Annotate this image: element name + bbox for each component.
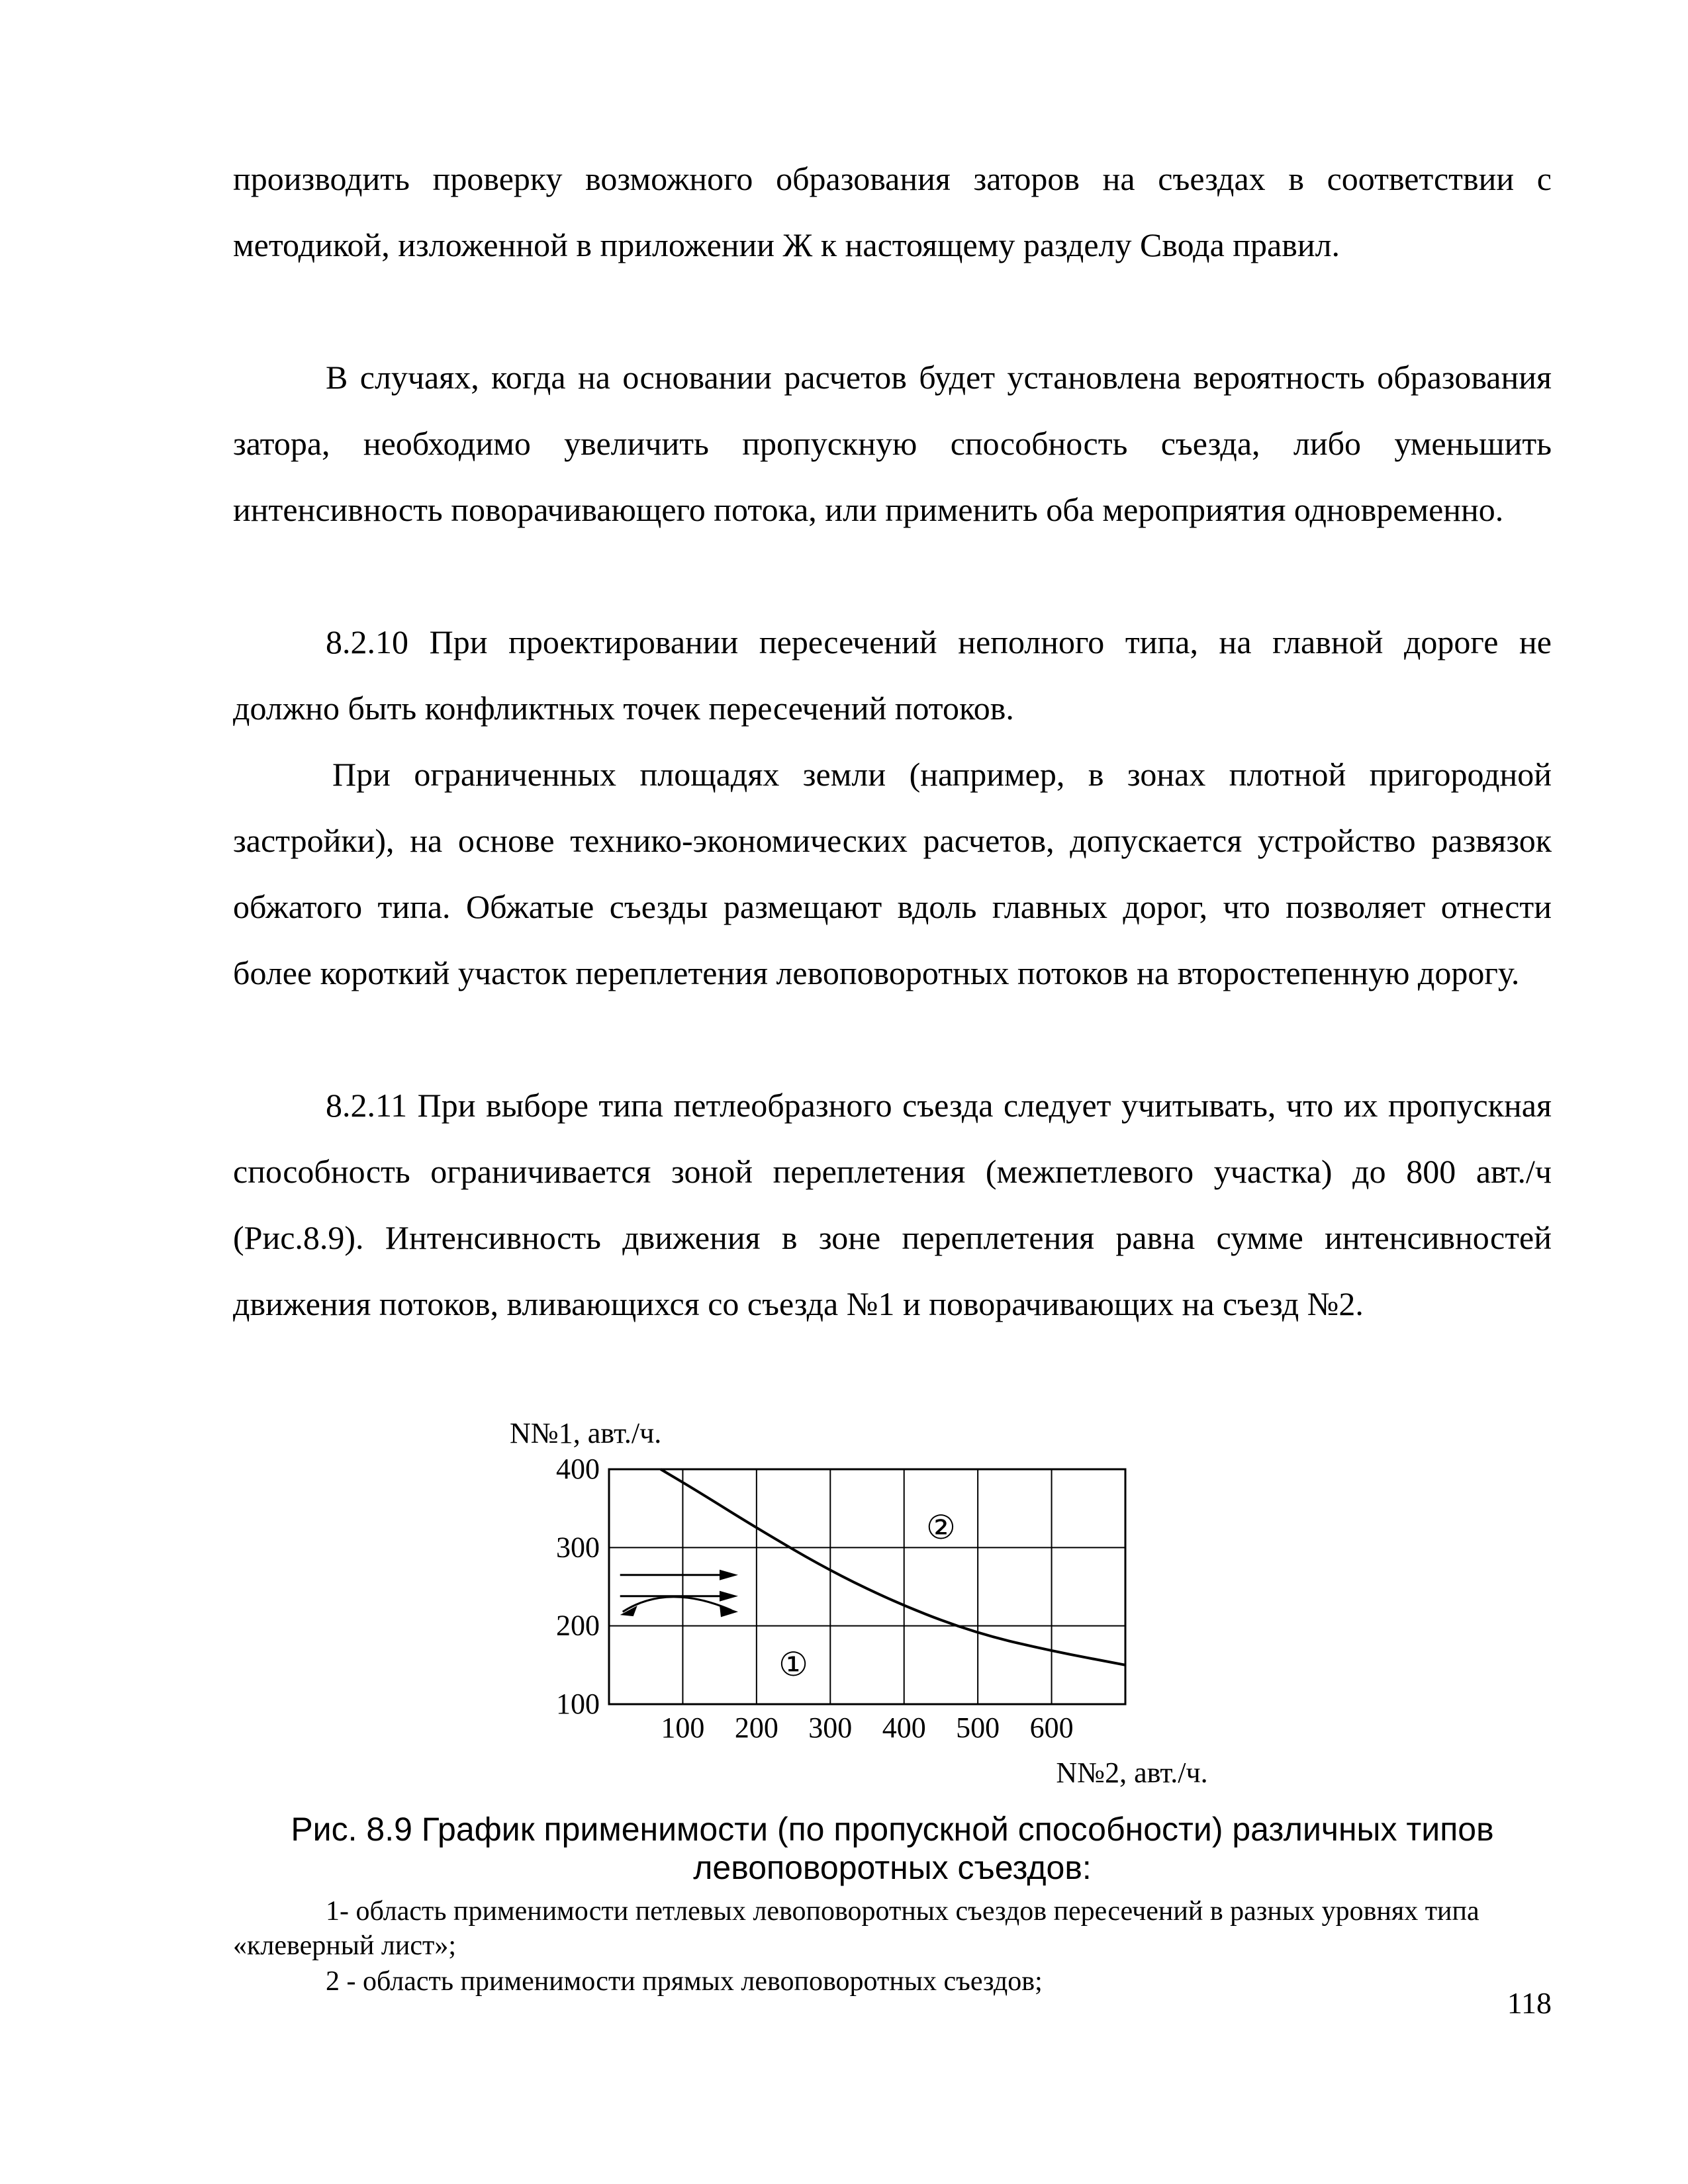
y-tick-label: 300: [556, 1531, 600, 1564]
figure-caption: Рис. 8.9 График применимости (по пропускной способности) различных типов левоповоротных съездов:: [291, 1811, 1494, 1886]
region-label-2: ②: [926, 1508, 956, 1546]
caption-note-2: 2 - область применимости прямых левоповоротных съездов;: [326, 1966, 1043, 1997]
paragraph-2: В случаях, когда на основании расчетов будет установлена вероятность образования затора, необходимо увеличить пропускную способность съезда, либо уменьшить интенсивность поворачивающего потока, или применить оба мероприятия одновременно.: [233, 359, 1552, 528]
page-number: 118: [1507, 1986, 1552, 2020]
arrowhead-icon: [720, 1605, 738, 1617]
x-tick-label: 500: [956, 1711, 1000, 1744]
y-tick-label: 100: [556, 1688, 600, 1720]
caption-note-1: 1- область применимости петлевых левоповоротных съездов пересечений в разных уровнях типа «клеверный лист»;: [233, 1896, 1479, 1961]
flow-arrow-merge: [623, 1597, 731, 1612]
y-axis-title: N№1, авт./ч.: [510, 1417, 662, 1449]
x-tick-label: 200: [734, 1711, 778, 1744]
y-tick-label: 400: [556, 1453, 600, 1485]
chart-svg: [463, 1390, 1390, 1813]
x-axis-title: N№2, авт./ч.: [1056, 1756, 1208, 1789]
paragraph-1: производить проверку возможного образования заторов на съездах в соответствии с методикой, изложенной в приложении Ж к настоящему разделу Свода правил.: [233, 160, 1552, 263]
x-tick-label: 300: [808, 1711, 853, 1744]
arrowhead-icon: [720, 1591, 738, 1602]
boundary-curve: [661, 1469, 1125, 1665]
plot-frame: [609, 1469, 1125, 1704]
paragraph-3: 8.2.10 При проектировании пересечений неполного типа, на главной дороге не должно быть конфликтных точек пересечений потоков.: [233, 623, 1552, 727]
paragraph-4: При ограниченных площадях земли (например, в зонах плотной пригородной застройки), на основе технико-экономических расчетов, допускается устройство развязок обжатого типа. Обжатые съезды размещают вдоль главных дорог, что позволяет отнести более короткий участок переплетения левоповоротных потоков на второстепенную дорогу.: [233, 756, 1552, 991]
arrowhead-icon: [720, 1570, 738, 1580]
y-tick-label: 200: [556, 1609, 600, 1642]
paragraph-5: 8.2.11 При выборе типа петлеобразного съезда следует учитывать, что их пропускная способность ограничивается зоной переплетения (межпетлевого участка) до 800 авт./ч (Рис.8.9). Интенсивность движения в зоне переплетения равна сумме интенсивностей движения потоков, вливающихся со съезда №1 и поворачивающих на съезд №2.: [233, 1087, 1552, 1322]
region-label-1: ①: [778, 1645, 808, 1683]
x-tick-label: 100: [661, 1711, 705, 1744]
x-tick-label: 400: [882, 1711, 926, 1744]
applicability-chart: [463, 1390, 1390, 1813]
x-tick-label: 600: [1029, 1711, 1074, 1744]
